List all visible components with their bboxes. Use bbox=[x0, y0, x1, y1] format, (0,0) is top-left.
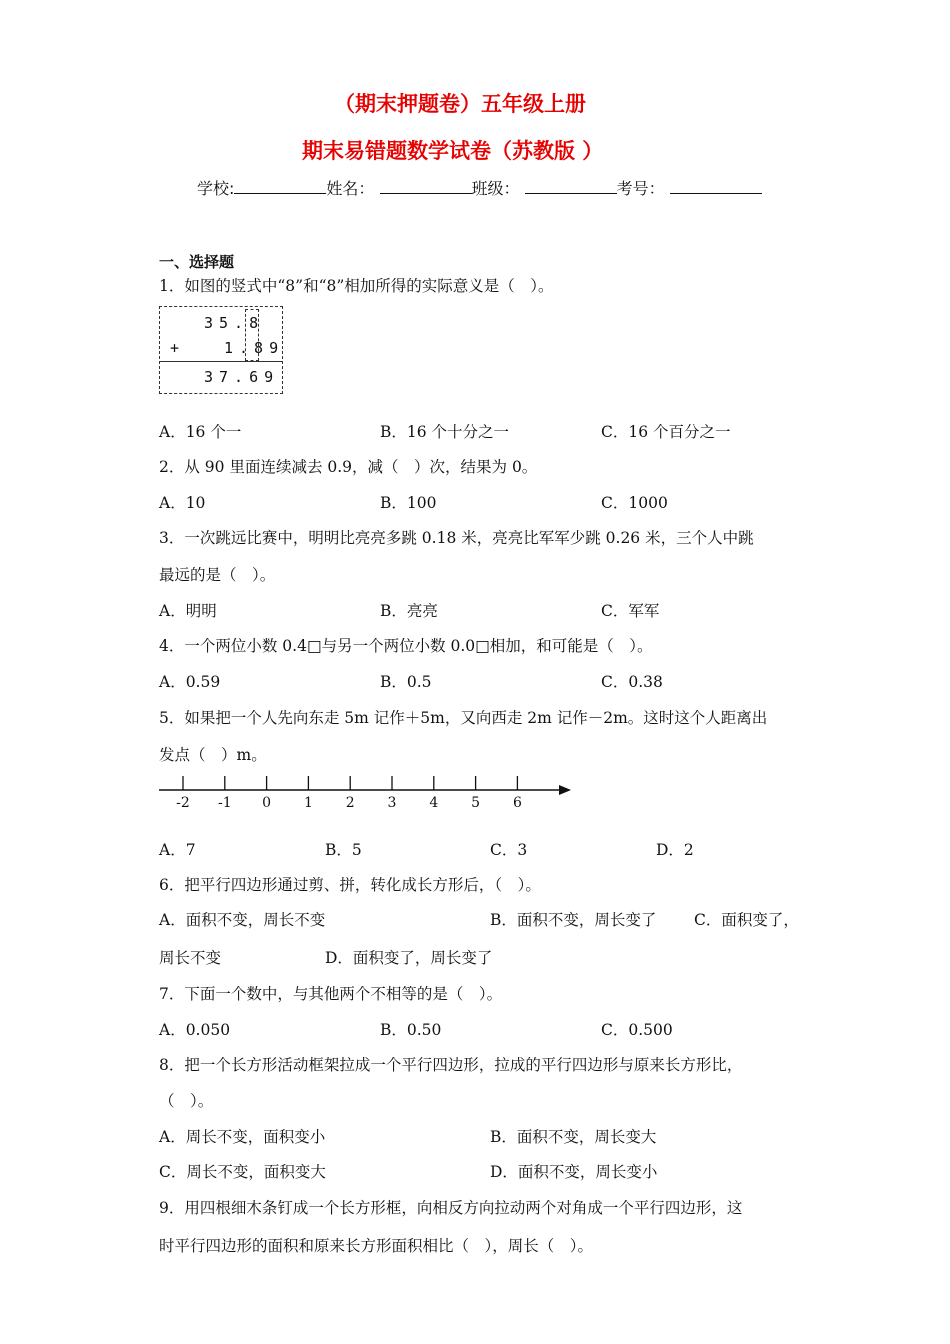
q7-option-a[interactable]: A．0.050 bbox=[159, 1021, 231, 1039]
q1-option-b[interactable]: B．16 个十分之一 bbox=[380, 423, 510, 441]
q2-option-b[interactable]: B．100 bbox=[380, 494, 437, 512]
question-9-line-1: 9．用四根细木条钉成一个长方形框，向相反方向拉动两个对角成一个平行四边形，这 bbox=[159, 1199, 743, 1217]
class-label: 班级： bbox=[471, 179, 520, 198]
number-line-arrow bbox=[559, 785, 571, 795]
q4-option-c[interactable]: C．0.38 bbox=[601, 673, 663, 691]
q4-option-b[interactable]: B．0.5 bbox=[380, 673, 432, 691]
sum-result: 37.69 bbox=[204, 368, 280, 386]
number-line-tick-label: 1 bbox=[303, 795, 313, 811]
addend-1: 35.8 bbox=[204, 314, 265, 332]
number-line-tick-label: 6 bbox=[512, 795, 522, 811]
question-1: 1．如图的竖式中“8”和“8”相加所得的实际意义是（ ）。 bbox=[159, 277, 554, 295]
school-label: 学校: bbox=[197, 179, 235, 198]
addend-2: 1.89 bbox=[224, 339, 285, 357]
vertical-addition-figure bbox=[159, 306, 283, 394]
number-line-tick-label: -1 bbox=[217, 795, 232, 811]
question-3-line-1: 3．一次跳远比赛中，明明比亮亮多跳 0.18 米，亮亮比军军少跳 0.26 米，三个人中跳 bbox=[159, 529, 754, 547]
q1-option-a[interactable]: A．16 个一 bbox=[159, 423, 242, 441]
number-line-tick-label: -2 bbox=[176, 795, 190, 811]
name-label: 姓名： bbox=[326, 179, 375, 198]
number-line-tick-label: 3 bbox=[387, 795, 397, 811]
question-7: 7．下面一个数中，与其他两个不相等的是（ ）。 bbox=[159, 985, 503, 1003]
q8-option-a[interactable]: A．周长不变，面积变小 bbox=[159, 1128, 326, 1146]
title-line-2: 期末易错题数学试卷（苏教版 ） bbox=[302, 139, 604, 163]
question-6: 6．把平行四边形通过剪、拼，转化成长方形后，（ ）。 bbox=[159, 876, 541, 894]
number-line-tick-label: 4 bbox=[429, 795, 439, 811]
q1-option-c[interactable]: C．16 个百分之一 bbox=[601, 423, 731, 441]
q5-option-d[interactable]: D．2 bbox=[656, 841, 694, 859]
q8-option-b[interactable]: B．面积不变，周长变大 bbox=[490, 1128, 657, 1146]
q4-option-a[interactable]: A．0.59 bbox=[159, 673, 221, 691]
number-line-tick-label: 0 bbox=[262, 795, 272, 811]
question-8-line-2: （ ）。 bbox=[159, 1092, 214, 1110]
question-5-line-2: 发点（ ）m。 bbox=[159, 746, 267, 764]
exam-no-blank[interactable] bbox=[670, 179, 762, 194]
title-line-1: （期末押题卷）五年级上册 bbox=[334, 92, 586, 116]
school-blank[interactable] bbox=[234, 179, 326, 194]
q3-option-a[interactable]: A．明明 bbox=[159, 602, 217, 620]
exam-no-label: 考号： bbox=[616, 179, 665, 198]
sum-line bbox=[160, 361, 282, 362]
question-2: 2．从 90 里面连续减去 0.9，减（ ）次，结果为 0。 bbox=[159, 458, 538, 476]
student-info-row bbox=[197, 176, 762, 199]
q6-option-a[interactable]: A．面积不变，周长不变 bbox=[159, 911, 326, 929]
q6-option-b[interactable]: B．面积不变，周长变了 bbox=[490, 911, 657, 929]
number-line-tick-label: 2 bbox=[345, 795, 355, 811]
number-line bbox=[155, 770, 575, 812]
question-5-line-1: 5．如果把一个人先向东走 5m 记作＋5m，又向西走 2m 记作－2m。这时这个人距离出 bbox=[159, 709, 768, 727]
name-blank[interactable] bbox=[380, 179, 472, 194]
q6-option-d[interactable]: D．面积变了，周长变了 bbox=[325, 949, 493, 967]
q2-option-c[interactable]: C．1000 bbox=[601, 494, 668, 512]
q3-option-b[interactable]: B．亮亮 bbox=[380, 602, 438, 620]
q2-option-a[interactable]: A．10 bbox=[159, 494, 206, 512]
q6-option-c[interactable]: C．面积变了， bbox=[694, 911, 799, 929]
number-line-tick-label: 5 bbox=[471, 795, 481, 811]
q3-option-c[interactable]: C．军军 bbox=[601, 602, 660, 620]
q7-option-b[interactable]: B．0.50 bbox=[380, 1021, 442, 1039]
q8-option-d[interactable]: D．面积不变，周长变小 bbox=[490, 1163, 658, 1181]
question-8-line-1: 8．把一个长方形活动框架拉成一个平行四边形，拉成的平行四边形与原来长方形比， bbox=[159, 1056, 743, 1074]
q6-option-c-continued: 周长不变 bbox=[159, 949, 222, 967]
q5-option-b[interactable]: B．5 bbox=[325, 841, 362, 859]
q7-option-c[interactable]: C．0.500 bbox=[601, 1021, 673, 1039]
question-9-line-2: 时平行四边形的面积和原来长方形面积相比（ ），周长（ ）。 bbox=[159, 1237, 594, 1255]
question-3-line-2: 最远的是（ ）。 bbox=[159, 566, 276, 584]
question-4: 4．一个两位小数 0.4□与另一个两位小数 0.0□相加，和可能是（ ）。 bbox=[159, 637, 653, 655]
section-title: 一、选择题 bbox=[159, 253, 235, 271]
q8-option-c[interactable]: C．周长不变，面积变大 bbox=[159, 1163, 326, 1181]
class-blank[interactable] bbox=[525, 179, 617, 194]
plus-sign: + bbox=[170, 339, 186, 357]
q5-option-c[interactable]: C．3 bbox=[490, 841, 528, 859]
q5-option-a[interactable]: A．7 bbox=[159, 841, 196, 859]
